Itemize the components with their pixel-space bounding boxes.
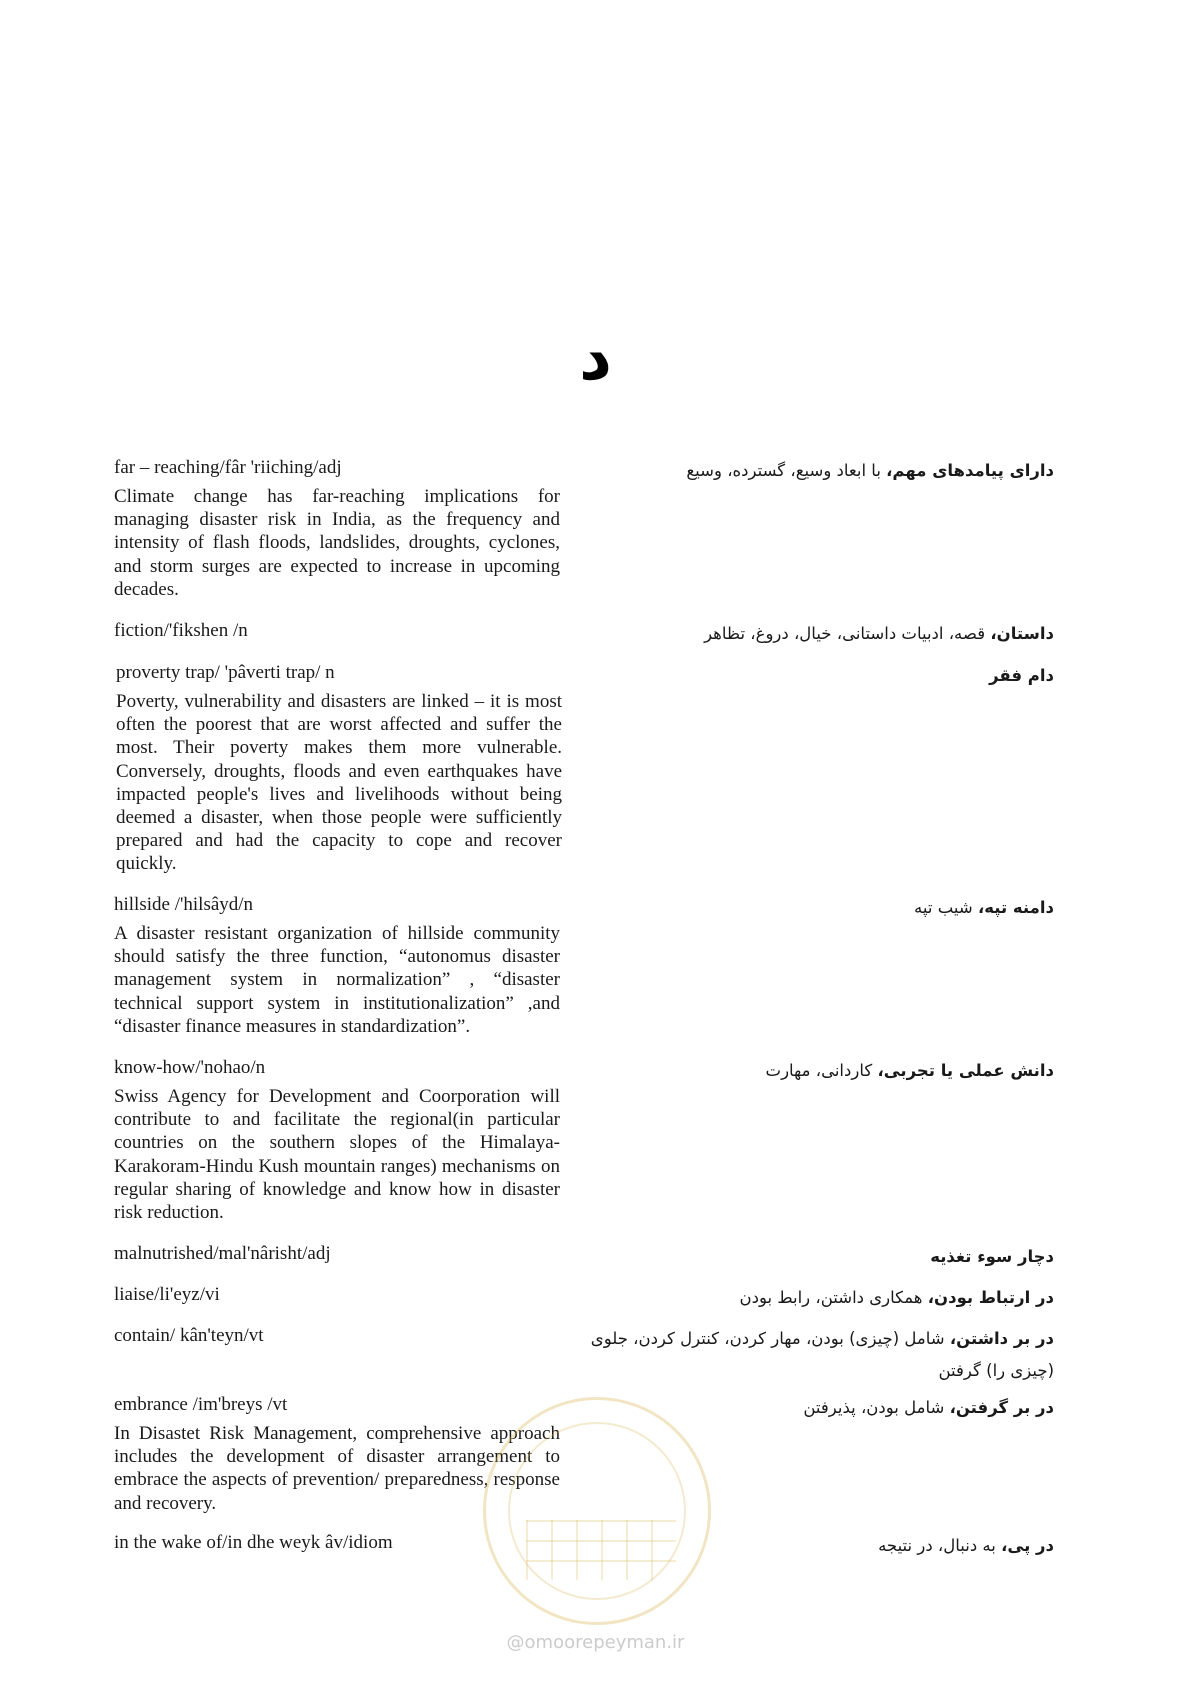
entry-definition: دام فقر xyxy=(989,666,1054,685)
entry-example: In Disastet Risk Management, comprehensive approach includes the development of disaster arrangement to embrace the aspects of prevention/ preparedness, response and recovery. xyxy=(114,1423,560,1514)
entry-definition: در پی، به دنبال، در نتیجه xyxy=(878,1536,1054,1555)
entry-term: hillside /'hilsâyd/n xyxy=(114,894,254,915)
entry-example: Swiss Agency for Development and Coorporation will contribute to and facilitate the regional(in particular countries on the southern slopes of the Himalaya-Karakoram-Hindu Kush mountain ranges) mechanisms on regular sharing of knowledge and know how in disaster risk reduction. xyxy=(114,1086,560,1224)
entry-definition: دچار سوء تغذیه xyxy=(930,1247,1054,1266)
entry-term: far – reaching/fâr 'riiching/adj xyxy=(114,457,342,478)
entry-fiction xyxy=(114,618,1054,646)
entry-definition: دانش عملی یا تجربی، کاردانی، مهارت xyxy=(765,1061,1054,1080)
entry-definition: در بر داشتن، شامل (چیزی) بودن، مهار کردن، کنترل کردن، جلوی (چیزی را) گرفتن xyxy=(590,1329,1054,1380)
entry-in-the-wake-of xyxy=(114,1530,1054,1558)
entry-example: Poverty, vulnerability and disasters are linked – it is most often the poorest that are worst affected and suffer the most. Their poverty makes them more vulnerable. Conversely, droughts, floods and even earthquakes have impacted people's lives and livelihoods without being deemed a disaster, when those people were sufficiently prepared and had the capacity to cope and recover quickly. xyxy=(116,691,562,875)
entry-definition: در بر گرفتن، شامل بودن، پذیرفتن xyxy=(803,1398,1054,1417)
entry-definition: داستان، قصه، ادبیات داستانی، خیال، دروغ، تظاهر xyxy=(704,624,1054,643)
entry-term: know-how/'nohao/n xyxy=(114,1057,266,1078)
entry-malnutrished xyxy=(114,1241,1054,1269)
entry-proverty-trap xyxy=(114,660,1054,875)
entry-term: malnutrished/mal'nârisht/adj xyxy=(114,1243,331,1264)
entry-term: embrance /im'breys /vt xyxy=(114,1394,288,1415)
entry-far-reaching xyxy=(114,455,1054,600)
entry-definition: دامنه تپه، شیب تپه xyxy=(914,898,1054,917)
entry-contain xyxy=(114,1323,1054,1380)
watermark-text: @omoorepeyman.ir xyxy=(506,1632,685,1653)
entry-know-how xyxy=(114,1055,1054,1224)
entry-term: liaise/li'eyz/vi xyxy=(114,1284,220,1305)
entry-embrance xyxy=(114,1392,1054,1514)
entry-definition: دارای پیامدهای مهم، با ابعاد وسیع، گسترده، وسیع xyxy=(686,461,1054,480)
entry-term: in the wake of/in dhe weyk âv/idiom xyxy=(114,1532,393,1553)
section-letter: د xyxy=(579,321,612,395)
entry-liaise xyxy=(114,1282,1054,1310)
entry-term: fiction/'fikshen /n xyxy=(114,620,248,641)
entry-term: proverty trap/ 'pâverti trap/ n xyxy=(116,662,335,683)
entry-example: A disaster resistant organization of hillside community should satisfy the three function, “autonomus disaster management system in normalization” , “disaster technical support system in institutionalization” ,and “disaster finance measures in standardization”. xyxy=(114,923,560,1037)
entry-hillside xyxy=(114,892,1054,1037)
entry-definition: در ارتباط بودن، همکاری داشتن، رابط بودن xyxy=(739,1288,1054,1307)
entry-term: contain/ kân'teyn/vt xyxy=(114,1325,264,1346)
entry-example: Climate change has far-reaching implications for managing disaster risk in India, as the frequency and intensity of flash floods, landslides, droughts, cyclones, and storm surges are expected to increase in upcoming decades. xyxy=(114,486,560,600)
